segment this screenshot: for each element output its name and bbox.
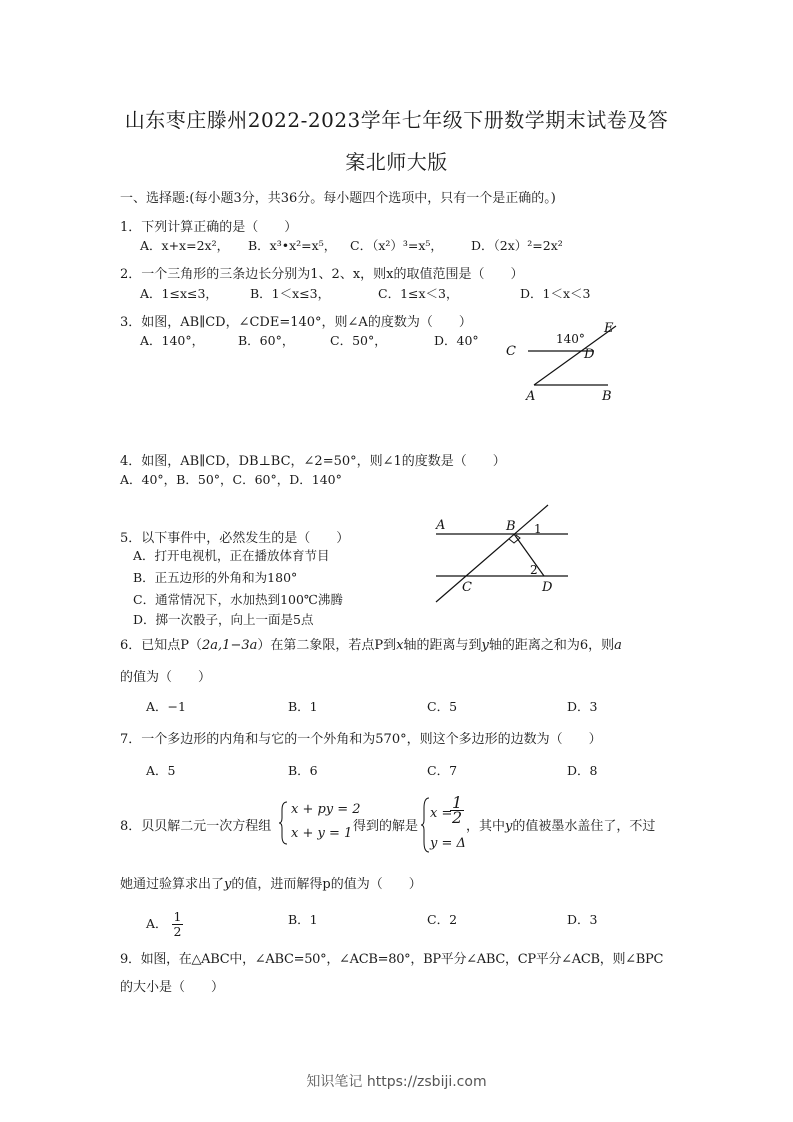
q3-point-e: E xyxy=(604,321,614,336)
q7-option-c: C．7 xyxy=(427,763,458,778)
q8-sol-num: 1 xyxy=(452,793,463,812)
q6-option-b: B．1 xyxy=(288,699,318,714)
q8-option-a: A． $\frac{1}{2}$ xyxy=(146,909,182,939)
q3-figure xyxy=(500,318,630,408)
q5-figure xyxy=(430,498,580,606)
q8-sol-x: x = xyxy=(430,806,453,821)
q8-option-c: C．2 xyxy=(427,912,458,927)
q1-stem: 1．下列计算正确的是（ ） xyxy=(120,220,298,235)
q6-text-2: ）在第二象限，若点P到 xyxy=(257,638,397,653)
q3-point-a: A xyxy=(526,389,536,404)
q1-option-d: D．（2x）²=2x² xyxy=(471,238,563,253)
q5-right-angle-mark xyxy=(509,535,520,543)
q3-option-b: B．60°， xyxy=(238,333,295,348)
q5-line-bd xyxy=(514,534,544,576)
q6-option-d: D．3 xyxy=(567,699,598,714)
q9-line1: 9．如图，在△ABC中，∠ABC=50°，∠ACB=80°，BP平分∠ABC，CP平分∠ACB，则∠BPC xyxy=(120,952,664,967)
q5-option-a: A．打开电视机，正在播放体育节目 xyxy=(133,548,330,563)
q8-option-b: B．1 xyxy=(288,912,318,927)
q8-y-var-2: y xyxy=(224,877,232,892)
q6-text-3: 轴的距离与到 xyxy=(403,638,482,653)
q8-line2 xyxy=(120,873,422,892)
q6-a-var: a xyxy=(614,638,622,653)
q6-line2: 的值为（ ） xyxy=(120,670,212,685)
q8-opt-a-den: 2 xyxy=(173,924,182,939)
q5-point-a: A xyxy=(436,518,446,533)
q8-y-var: y xyxy=(505,819,513,834)
q5-point-b: B xyxy=(506,519,516,534)
q3-stem: 3．如图，AB∥CD，∠CDE=140°，则∠A的度数为（ ） xyxy=(120,315,472,330)
q6-text-4: 轴的距离之和为6，则 xyxy=(488,638,615,653)
q9-line2: 的大小是（ ） xyxy=(120,980,225,995)
page-title-line2: 案北师大版 xyxy=(345,150,448,174)
q2-stem: 2．一个三角形的三条边长分别为1、2、x，则x的取值范围是（ ） xyxy=(120,267,524,282)
q8-line2a: 她通过验算求出了 xyxy=(120,877,225,892)
q1-option-a: A．x+x=2x²， xyxy=(140,238,230,253)
q5-angle-1: 1 xyxy=(534,522,542,536)
q3-point-d: D xyxy=(584,347,595,362)
q8-text-1: 8．贝贝解二元一次方程组 xyxy=(120,819,272,834)
q8-opt-a-num: 1 xyxy=(173,909,182,924)
q5-angle-2: 2 xyxy=(530,563,538,577)
q4-options: A．40°，B．50°，C．60°，D．140° xyxy=(120,472,342,487)
q8-text-3: ，其中 xyxy=(466,819,506,834)
q6-coord: 2a,1−3a xyxy=(202,638,258,653)
q8-text-3-line xyxy=(466,815,655,834)
q7-option-a: A．5 xyxy=(146,763,176,778)
footer-watermark: 知识笔记 https://zsbiji.com xyxy=(306,1074,487,1090)
q6-x-var: x xyxy=(396,638,404,653)
q3-option-c: C．50°， xyxy=(330,333,387,348)
q1-option-c: C．（x²）³=x⁵， xyxy=(350,238,443,253)
q8-text-2: 得到的解是 xyxy=(353,819,419,834)
q3-angle-label: 140° xyxy=(556,332,585,346)
section-heading: 一、选择题:(每小题3分，共36分。每小题四个选项中，只有一个是正确的。) xyxy=(120,191,556,206)
q2-option-a: A．1≤x≤3， xyxy=(140,286,218,301)
q8-line2b: 的值，进而解得p的值为（ ） xyxy=(231,877,422,892)
q7-option-d: D．8 xyxy=(567,763,598,778)
q1-option-b: B．x³•x²=x⁵， xyxy=(248,238,337,253)
q3-option-a: A．140°， xyxy=(140,333,205,348)
q8-eq2: x + y = 1 xyxy=(291,826,353,841)
q2-option-d: D．1＜x＜3 xyxy=(520,286,591,301)
q8-brace-1 xyxy=(279,800,289,846)
q5-option-b: B．正五边形的外角和为180° xyxy=(133,570,298,585)
q6-option-a: A．−1 xyxy=(146,699,186,714)
q6-option-c: C．5 xyxy=(427,699,458,714)
q3-option-d: D．40° xyxy=(434,333,479,348)
q5-stem: 5．以下事件中，必然发生的是（ ） xyxy=(120,531,350,546)
q8-option-d: D．3 xyxy=(567,912,598,927)
q5-option-d: D．掷一次骰子，向上一面是5点 xyxy=(133,612,314,627)
q8-sol-y: y = Δ xyxy=(430,836,466,851)
q2-option-b: B．1＜x≤3， xyxy=(250,286,331,301)
page-title-line1: 山东枣庄滕州2022-2023学年七年级下册数学期末试卷及答 xyxy=(124,108,669,132)
q3-point-b: B xyxy=(602,389,612,404)
q2-option-c: C．1≤x＜3， xyxy=(378,286,459,301)
q3-point-c: C xyxy=(506,344,516,359)
q7-stem: 7．一个多边形的内角和与它的一个外角和为570°，则这个多边形的边数为（ ） xyxy=(120,732,602,747)
q6-text-1: 6．已知点P（ xyxy=(120,638,203,653)
q8-sol-fraction xyxy=(450,793,464,827)
q6-y-var: y xyxy=(481,638,489,653)
q5-option-c: C．通常情况下，水加热到100℃沸腾 xyxy=(133,592,343,607)
q4-stem: 4．如图，AB∥CD，DB⊥BC，∠2=50°，则∠1的度数是（ ） xyxy=(120,454,506,469)
q8-eq1: x + py = 2 xyxy=(291,802,361,817)
q7-option-b: B．6 xyxy=(288,763,318,778)
q6-line1 xyxy=(120,634,622,653)
q5-point-d: D xyxy=(542,580,553,595)
q8-sol-den: 2 xyxy=(452,808,463,827)
q5-line-transversal xyxy=(436,505,548,602)
q5-point-c: C xyxy=(462,580,472,595)
q8-text-4: 的值被墨水盖住了，不过 xyxy=(512,819,656,834)
